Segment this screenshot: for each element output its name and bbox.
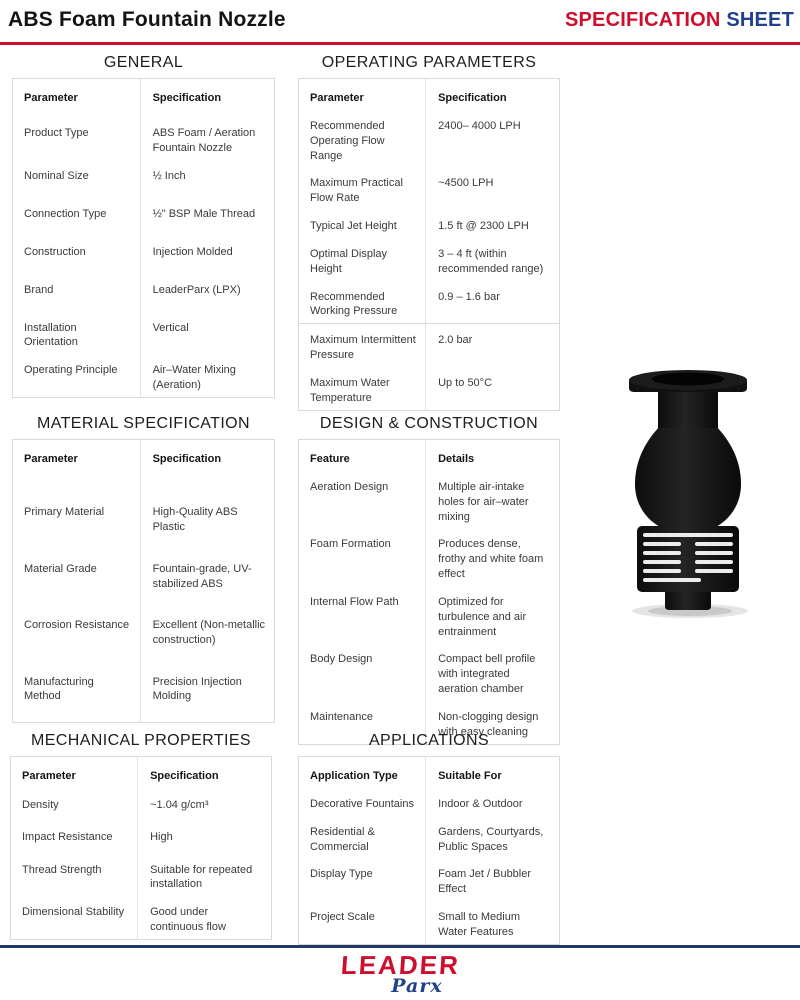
- param-cell: Nominal Size: [24, 169, 89, 182]
- spec-cell: Indoor & Outdoor: [425, 788, 559, 816]
- spec-cell: Non-clogging design with easy cleaning: [425, 701, 559, 744]
- param-cell: Recommended Working Pressure: [310, 290, 398, 318]
- spec-cell: Compact bell profile with integrated aeration chamber: [425, 643, 559, 701]
- spec-cell: Multiple air-intake holes for air–water mixing: [425, 471, 559, 529]
- table-row: [299, 528, 559, 586]
- spec-cell: Foam Jet / Bubbler Effect: [425, 858, 559, 901]
- table-row: [299, 788, 559, 816]
- column-header-param: Feature: [310, 453, 350, 465]
- param-cell: Project Scale: [310, 911, 375, 924]
- param-cell: Maximum Intermittent Pressure: [310, 334, 416, 362]
- table-row: [299, 167, 559, 210]
- param-cell: Material Grade: [24, 562, 97, 575]
- spec-cell: 3 – 4 ft (within recommended range): [425, 238, 559, 281]
- table-row: [11, 821, 271, 853]
- brand-logo-parx: Parx: [391, 975, 443, 997]
- param-cell: Manufacturing Method: [24, 675, 94, 703]
- column-header-spec: Suitable For: [425, 757, 559, 788]
- param-cell: Thread Strength: [22, 863, 102, 876]
- spec-cell: ~4500 LPH: [425, 167, 559, 210]
- param-cell: Installation Orientation: [24, 321, 78, 349]
- param-cell: Product Type: [24, 126, 89, 139]
- param-cell: Connection Type: [24, 207, 107, 220]
- sheet-label: [565, 9, 794, 32]
- header-divider-line: [0, 42, 800, 45]
- param-cell: Decorative Fountains: [310, 797, 414, 810]
- product-photo-foam-nozzle: [612, 368, 764, 620]
- spec-table: [298, 78, 560, 411]
- spec-cell: High: [137, 821, 271, 853]
- spec-cell: 2.0 bar: [425, 324, 559, 367]
- table-row: [13, 312, 274, 355]
- table-row: [299, 110, 559, 168]
- spec-cell: Excellent (Non-metallic construction): [140, 609, 274, 665]
- column-header-param: Parameter: [310, 92, 364, 104]
- table-row: [299, 367, 559, 410]
- section-material-specification: [12, 415, 275, 723]
- spec-table: [10, 756, 272, 940]
- page-header: [0, 0, 800, 44]
- section-title: APPLICATIONS: [368, 732, 490, 749]
- spec-cell: ~1.04 g/cm³: [137, 789, 271, 821]
- param-cell: Body Design: [310, 653, 373, 666]
- spec-cell: Produces dense, frothy and white foam effect: [425, 528, 559, 586]
- param-cell: Internal Flow Path: [310, 595, 399, 608]
- param-cell: Maintenance: [310, 710, 373, 723]
- param-cell: Corrosion Resistance: [24, 619, 130, 632]
- column-header-spec: Specification: [140, 440, 274, 496]
- column-header-param: Parameter: [22, 770, 76, 782]
- table-row: [299, 643, 559, 701]
- section-title: OPERATING PARAMETERS: [321, 54, 537, 71]
- spec-table: [12, 78, 275, 398]
- spec-cell: 0.9 – 1.6 bar: [425, 281, 559, 324]
- sheet-label-sheet: SHEET: [726, 9, 794, 31]
- table-row: [11, 896, 271, 939]
- column-header-param: Application Type: [310, 770, 398, 782]
- spec-cell: Good under continuous flow: [137, 896, 271, 939]
- param-cell: Construction: [24, 245, 86, 258]
- spec-cell: Gardens, Courtyards, Public Spaces: [425, 816, 559, 859]
- table-row: [11, 789, 271, 821]
- column-header-param: Parameter: [24, 92, 78, 104]
- section-title: DESIGN & CONSTRUCTION: [319, 415, 539, 432]
- param-cell: Impact Resistance: [22, 831, 113, 844]
- param-cell: Typical Jet Height: [310, 220, 397, 233]
- column-header-param: Parameter: [24, 453, 78, 465]
- footer-divider-line: [0, 945, 800, 948]
- spec-cell: Fountain-grade, UV-stabilized ABS: [140, 553, 274, 609]
- spec-cell: ½ Inch: [140, 160, 274, 198]
- param-cell: Recommended Operating Flow Range: [310, 119, 385, 162]
- spec-cell: Air–Water Mixing (Aeration): [140, 354, 274, 397]
- param-cell: Brand: [24, 283, 54, 296]
- table-row: [299, 238, 559, 281]
- param-cell: Dimensional Stability: [22, 906, 125, 919]
- table-row: [13, 496, 274, 552]
- section-title: MECHANICAL PROPERTIES: [30, 732, 251, 749]
- spec-cell: Suitable for repeated installation: [137, 854, 271, 897]
- table-row: [299, 471, 559, 529]
- param-cell: Foam Formation: [310, 538, 391, 551]
- param-cell: Display Type: [310, 868, 373, 881]
- sheet-label-specification: SPECIFICATION: [564, 9, 721, 31]
- table-row: [13, 198, 274, 236]
- table-header-row: [13, 79, 274, 117]
- param-cell: Aeration Design: [310, 480, 389, 493]
- table-row: [13, 117, 274, 160]
- table-row: [299, 281, 559, 324]
- table-row: [299, 323, 559, 367]
- section-mechanical-properties: [10, 732, 272, 940]
- table-row: [13, 274, 274, 312]
- section-general: [12, 54, 275, 398]
- table-header-row: [13, 440, 274, 496]
- table-row: [13, 666, 274, 722]
- spec-cell: Small to Medium Water Features: [425, 901, 559, 944]
- spec-cell: Vertical: [140, 312, 274, 355]
- param-cell: Maximum Water Temperature: [310, 376, 390, 404]
- spec-cell: Injection Molded: [140, 236, 274, 274]
- spec-table: [298, 439, 560, 745]
- spec-cell: 2400– 4000 LPH: [425, 110, 559, 168]
- table-row: [299, 586, 559, 644]
- table-row: [13, 609, 274, 665]
- spec-table: [12, 439, 275, 723]
- table-row: [299, 901, 559, 944]
- spec-table: [298, 756, 560, 945]
- param-cell: Operating Principle: [24, 364, 118, 377]
- section-title: MATERIAL SPECIFICATION: [37, 415, 250, 432]
- spec-cell: Up to 50°C: [425, 367, 559, 410]
- spec-cell: 1.5 ft @ 2300 LPH: [425, 210, 559, 238]
- table-header-row: [11, 757, 271, 789]
- table-row: [299, 816, 559, 859]
- table-row: [13, 236, 274, 274]
- table-row: [11, 854, 271, 897]
- table-header-row: [299, 440, 559, 471]
- param-cell: Residential & Commercial: [310, 825, 375, 853]
- table-row: [299, 210, 559, 238]
- brand-logo-leader: LEADER: [339, 950, 461, 980]
- section-design-construction: [298, 415, 560, 738]
- table-row: [13, 553, 274, 609]
- spec-cell: ABS Foam / Aeration Fountain Nozzle: [140, 117, 274, 160]
- param-cell: Maximum Practical Flow Rate: [310, 177, 403, 205]
- section-title: GENERAL: [103, 54, 184, 71]
- page-title: ABS Foam Fountain Nozzle: [8, 8, 286, 31]
- param-cell: Primary Material: [24, 506, 105, 519]
- column-header-spec: Specification: [137, 757, 271, 789]
- spec-cell: ½" BSP Male Thread: [140, 198, 274, 236]
- column-header-spec: Specification: [425, 79, 559, 110]
- nozzle-illustration: [612, 368, 764, 620]
- table-row: [13, 354, 274, 397]
- section-applications: [298, 732, 560, 940]
- table-header-row: [299, 757, 559, 788]
- column-header-spec: Specification: [140, 79, 274, 117]
- table-row: [299, 858, 559, 901]
- param-cell: Optimal Display Height: [310, 247, 388, 275]
- column-header-spec: Details: [425, 440, 559, 471]
- table-row: [13, 160, 274, 198]
- table-header-row: [299, 79, 559, 110]
- section-operating-parameters: [298, 54, 560, 404]
- brand-logo: [0, 952, 800, 996]
- param-cell: Density: [22, 799, 59, 812]
- spec-cell: LeaderParx (LPX): [140, 274, 274, 312]
- spec-cell: Precision Injection Molding: [140, 666, 274, 722]
- spec-cell: High-Quality ABS Plastic: [140, 496, 274, 552]
- spec-cell: Optimized for turbulence and air entrainment: [425, 586, 559, 644]
